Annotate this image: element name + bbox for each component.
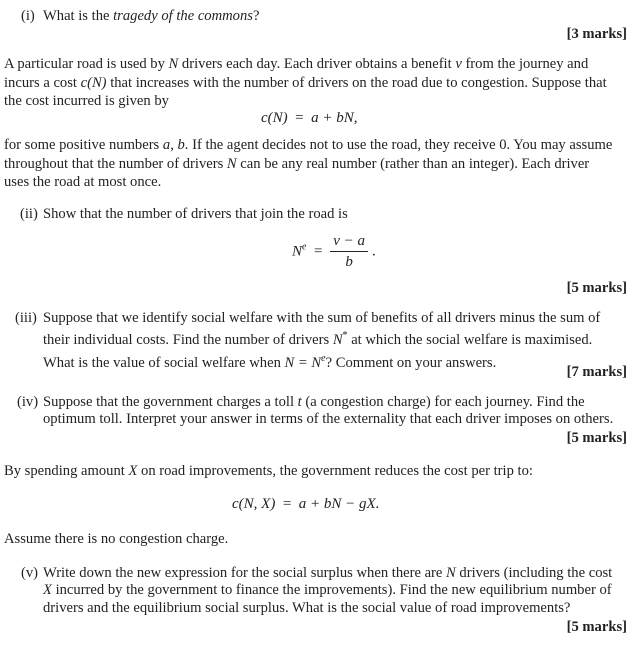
part-i-label: (i) bbox=[21, 8, 35, 24]
part-ii-question: Show that the number of drivers that join the road is bbox=[43, 206, 348, 222]
improvement-paragraph: By spending amount X on road improvements, the government reduces the cost per trip to: bbox=[4, 463, 533, 479]
part-i-question bbox=[43, 8, 259, 25]
part-ii-marks: [5 marks] bbox=[566, 280, 627, 296]
part-iv-label: (iv) bbox=[17, 394, 39, 410]
part-v-question bbox=[43, 565, 627, 617]
part-i-emphasis: tragedy of the commons bbox=[113, 8, 253, 24]
part-i-text: What is the bbox=[43, 8, 114, 24]
part-v-marks: [5 marks] bbox=[566, 619, 627, 635]
assumption-line-3: uses the road at most once. bbox=[4, 174, 162, 191]
part-iii-label: (iii) bbox=[15, 310, 37, 326]
part-ii-label: (ii) bbox=[20, 206, 38, 222]
part-v-label: (v) bbox=[21, 565, 39, 581]
intro-paragraph bbox=[4, 55, 627, 111]
part-i-marks: [3 marks] bbox=[566, 26, 627, 42]
cost-equation: c(N) = a + bN, bbox=[261, 110, 358, 126]
assumption-line-1: for some positive numbers a, b. If the agent decides not to use the road, they receive 0. You may assume bbox=[4, 137, 613, 153]
part-iii-question bbox=[43, 310, 627, 372]
part-iii-marks: [7 marks] bbox=[566, 364, 627, 380]
assumption-line-2: throughout that the number of drivers N can be any real number (rather than an integer). Each driver bbox=[4, 155, 590, 172]
assumption-paragraph bbox=[4, 136, 627, 192]
part-iv-line-2: optimum toll. Interpret your answer in terms of the externality that each driver imposes on others. bbox=[43, 411, 614, 428]
part-v-line-2: X incurred by the government to finance the improvements). Find the new equilibrium number of bbox=[43, 582, 612, 599]
equilibrium-fraction: $\frac{v - a}{b}$ bbox=[330, 233, 368, 271]
part-iv-question bbox=[43, 394, 627, 429]
part-v-line-3: drivers and the equilibrium social surplus. What is the social value of road improvements? bbox=[43, 599, 571, 616]
equilibrium-equation: $N^e$ = $\frac{v - a}{b}$ . bbox=[292, 233, 376, 270]
intro-line-3: the cost incurred is given by bbox=[4, 93, 169, 110]
part-iii-line-1: Suppose that we identify social welfare with the sum of benefits of all drivers minus the sum of bbox=[43, 310, 601, 326]
intro-line-1: A particular road is used by N drivers each day. Each driver obtains a benefit v from the journey and bbox=[4, 56, 589, 72]
part-v-line-1: Write down the new expression for the social surplus when there are N drivers (including the cost bbox=[43, 565, 613, 581]
part-iii-line-2: their individual costs. Find the number of drivers N* at which the social welfare is maximised. bbox=[43, 330, 593, 349]
part-iv-marks: [5 marks] bbox=[566, 430, 627, 446]
part-iv-line-1: Suppose that the government charges a toll t (a congestion charge) for each journey. Find the bbox=[43, 394, 585, 410]
part-iii-line-3: What is the value of social welfare when $N = N^e$? Comment on your answers. bbox=[43, 352, 497, 371]
part-i-text-end: ? bbox=[252, 8, 260, 24]
intro-line-2: incurs a cost c(N) that increases with the number of drivers on the road due to congestion. Suppose that bbox=[4, 74, 607, 91]
no-charge-assumption: Assume there is no congestion charge. bbox=[4, 531, 229, 547]
improved-cost-equation: c(N, X) = a + bN − gX. bbox=[232, 496, 380, 512]
